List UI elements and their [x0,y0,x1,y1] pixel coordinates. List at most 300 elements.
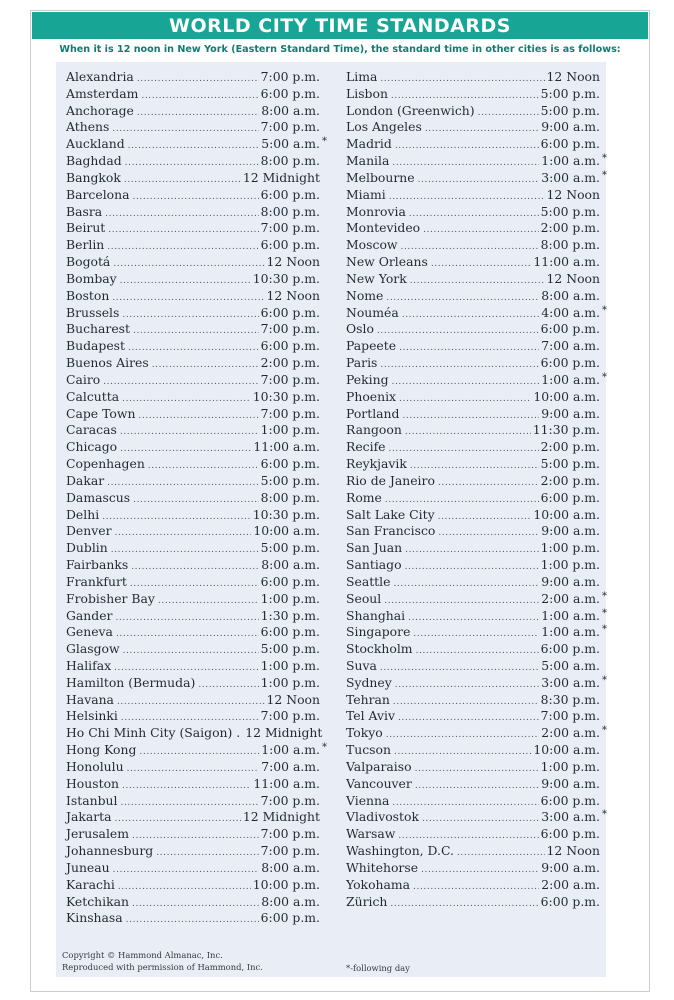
city-time: 1:00 p.m. [260,590,320,606]
city-row [66,675,320,692]
city-time: 6:00 p.m. [540,489,600,505]
city-time: 7:00 p.m. [260,708,320,724]
city-time: 9:00 a.m. [541,119,600,135]
city-row [66,220,320,237]
city-row [346,119,600,136]
city-time: 1:30 p.m. [260,607,320,623]
city-time: 6:00 p.m. [540,826,600,842]
city-row [66,456,320,473]
city-time: 2:00 p.m. [540,472,600,488]
city-name: Johannesburg [66,843,154,859]
following-day-marker: * [602,153,607,165]
city-row [66,557,320,574]
city-time: 5:00 p.m. [260,641,320,657]
city-row [346,321,600,338]
city-row [66,540,320,557]
city-name: Cairo [66,371,101,387]
city-time: 1:00 a.m. [541,153,600,169]
city-row [346,153,607,170]
city-name: Bogotá [66,254,111,270]
city-name: Athens [66,119,110,135]
city-row [346,338,600,355]
city-name: Cape Town [66,405,136,421]
city-name: Reykjavik [346,456,407,472]
city-time: 8:00 a.m. [261,102,320,118]
city-name: Peking [346,371,389,387]
city-time: 6:00 p.m. [540,321,600,337]
city-name: Delhi [66,506,100,522]
city-name: Lima [346,69,378,84]
city-time: 7:00 a.m. [261,758,320,774]
city-row [346,641,600,658]
city-row [346,406,600,423]
city-name: Papeete [346,338,397,354]
city-row [66,826,320,843]
following-day-marker: * [602,809,607,821]
page-subtitle: When it is 12 noon in New York (Eastern Standard Time), the standard time in other cities is as follows: [59,44,621,55]
city-row [66,170,320,187]
city-name: Anchorage [66,102,134,118]
city-row [346,658,600,675]
city-row [66,119,320,136]
city-row [66,69,320,86]
city-time: 3:00 a.m. [541,674,600,690]
city-time: 6:00 p.m. [260,338,320,354]
city-time: 7:00 p.m. [260,371,320,387]
city-row [346,692,600,709]
city-time: 8:00 p.m. [260,489,320,505]
city-row [346,826,600,843]
city-time: 1:00 p.m. [540,540,600,556]
city-name: Kinshasa [66,910,123,926]
city-time: 12 Noon [546,69,600,84]
city-time: 4:00 a.m. [541,304,600,320]
city-name: Brussels [66,304,120,320]
city-time: 9:00 a.m. [541,405,600,421]
right-column [346,69,607,910]
city-name: Los Angeles [346,119,422,135]
city-row [346,237,600,254]
city-row [66,271,320,288]
city-name: London (Greenwich) [346,102,475,118]
city-name: Singapore [346,624,411,640]
city-time: 1:00 a.m. [261,742,320,758]
city-name: Seoul [346,590,382,606]
city-time: 6:00 p.m. [260,910,320,926]
city-name: Halifax [66,657,112,673]
following-day-marker: * [602,169,607,181]
city-time: 6:00 p.m. [260,573,320,589]
city-name: Yokohama [346,876,411,892]
city-name: Tucson [346,742,391,758]
city-time: 2:00 p.m. [540,439,600,455]
city-time: 1:00 p.m. [540,557,600,573]
city-time: 6:00 p.m. [260,304,320,320]
city-row [66,658,320,675]
city-time: 7:00 p.m. [260,321,320,337]
leader-dots [126,912,259,929]
city-name: Vancouver [346,775,412,791]
city-row [66,591,320,608]
city-time: 8:00 p.m. [260,203,320,219]
city-name: Manila [346,153,390,169]
city-row [66,759,320,776]
city-time: 8:00 a.m. [261,859,320,875]
city-row [66,776,320,793]
city-name: Fairbanks [66,557,129,573]
city-row [346,439,600,456]
city-time: 1:00 p.m. [260,422,320,438]
city-time: 8:00 p.m. [260,153,320,169]
city-time: 5:00 p.m. [260,540,320,556]
following-day-marker: * [602,624,607,636]
city-row [66,237,320,254]
city-name: Ho Chi Minh City (Saigon) . [66,725,241,741]
city-name: Rangoon [346,422,402,438]
city-time: 1:00 p.m. [260,674,320,690]
city-row [66,641,320,658]
city-name: Frankfurt [66,573,127,589]
city-time: 12 Midnight [245,725,323,741]
city-row [346,725,607,742]
city-row [346,271,600,288]
city-name: Sydney [346,674,392,690]
city-time: 1:00 a.m. [541,607,600,623]
city-name: Honolulu [66,758,124,774]
city-name: Copenhagen [66,456,145,472]
city-time: 9:00 a.m. [541,859,600,875]
city-row [66,153,320,170]
city-row [66,321,320,338]
city-row [346,894,600,911]
city-time: 7:00 p.m. [540,708,600,724]
city-name: Tel Aviv [346,708,395,724]
city-name: Lisbon [346,85,388,101]
city-time: 2:00 p.m. [540,220,600,236]
city-time: 6:00 p.m. [540,355,600,371]
city-time: 12 Noon [266,691,320,707]
city-row [66,473,320,490]
city-time: 12 Noon [546,186,600,202]
city-name: Nome [346,287,384,303]
city-name: Oslo [346,321,374,337]
following-day-marker: * [602,371,607,383]
city-time: 6:00 p.m. [260,85,320,101]
city-time: 2:00 p.m. [260,355,320,371]
city-time: 12 Noon [546,270,600,286]
city-name: Dublin [66,540,108,556]
city-name: Beirut [66,220,106,236]
city-name: Nouméa [346,304,399,320]
city-row [66,708,320,725]
city-name: Suva [346,657,377,673]
city-time: 7:00 p.m. [260,69,320,84]
city-name: Bangkok [66,169,121,185]
city-row [66,894,320,911]
city-name: Denver [66,523,112,539]
city-name: Auckland [66,136,125,152]
city-time: 9:00 a.m. [541,523,600,539]
city-row [346,809,607,826]
city-row [66,355,320,372]
city-row [346,422,600,439]
city-name: Chicago [66,439,118,455]
city-time: 8:00 a.m. [261,893,320,909]
city-name: Paris [346,355,378,371]
city-name: Juneau [66,859,110,875]
city-time: 6:00 p.m. [260,624,320,640]
city-row [66,523,320,540]
city-time: 11:00 a.m. [253,439,320,455]
city-time: 1:00 p.m. [260,657,320,673]
city-row [346,860,600,877]
city-row [66,338,320,355]
city-time: 5:00 p.m. [540,203,600,219]
city-name: Rio de Janeiro [346,472,435,488]
city-row [66,406,320,423]
footnote: *-following day [346,963,410,973]
city-name: Monrovia [346,203,406,219]
city-time: 6:00 p.m. [540,792,600,808]
city-name: Bucharest [66,321,130,337]
city-row [346,776,600,793]
city-name: Tehran [346,691,390,707]
city-name: Damascus [66,489,131,505]
city-name: Moscow [346,237,398,253]
city-row [346,574,600,591]
city-row [346,759,600,776]
city-row [66,86,320,103]
city-name: Jerusalem [66,826,129,842]
city-name: Caracas [66,422,117,438]
city-row [66,507,320,524]
city-row [346,371,607,389]
city-name: Santiago [346,557,402,573]
city-time: 12 Noon [266,287,320,303]
city-row [346,204,600,221]
city-name: Washington, D.C. [346,843,454,859]
city-name: Salt Lake City [346,506,435,522]
city-row [346,708,600,725]
leader-dots [390,896,538,913]
city-row [66,372,320,389]
city-time: 12 Noon [546,843,600,859]
city-time: 1:00 p.m. [540,758,600,774]
city-time: 7:00 p.m. [260,792,320,808]
city-time: 6:00 p.m. [540,136,600,152]
following-day-marker: * [602,725,607,737]
city-name: Stockholm [346,641,413,657]
city-time: 3:00 a.m. [541,169,600,185]
city-name: Geneva [66,624,113,640]
city-time: 9:00 a.m. [541,573,600,589]
city-time: 10:00 a.m. [533,388,600,404]
city-row [66,608,320,625]
city-row [346,136,600,153]
city-time: 12 Noon [266,254,320,270]
city-name: Valparaiso [346,758,412,774]
city-time: 5:00 p.m. [540,102,600,118]
city-time: 6:00 p.m. [260,237,320,253]
city-time: 5:00 p.m. [540,85,600,101]
city-row [66,254,320,271]
city-row [66,204,320,221]
city-time: 12 Midnight [242,809,320,825]
copyright-line-2: Reproduced with permission of Hammond, Inc. [62,961,263,972]
following-day-marker: * [602,674,607,686]
city-row [66,742,327,759]
city-row [66,187,320,204]
city-row [66,692,320,709]
city-time: 2:00 a.m. [541,876,600,892]
city-row [66,843,320,860]
city-row [66,490,320,507]
city-row [346,304,607,322]
city-row [66,910,320,927]
city-row [346,877,600,894]
city-name: Warsaw [346,826,396,842]
city-name: Madrid [346,136,392,152]
city-time: 2:00 a.m. [541,725,600,741]
city-name: Berlin [66,237,105,253]
city-row [346,590,607,608]
city-row [66,389,320,406]
city-name: Seattle [346,573,391,589]
city-name: New York [346,270,407,286]
city-row [66,624,320,641]
city-row [346,69,600,86]
city-row [346,86,600,103]
city-time: 6:00 p.m. [260,456,320,472]
city-name: Buenos Aires [66,355,149,371]
city-name: Jakarta [66,809,112,825]
city-time: 9:00 a.m. [541,775,600,791]
city-row [346,674,607,692]
city-row [346,557,600,574]
city-name: Melbourne [346,169,415,185]
city-row [346,220,600,237]
following-day-marker: * [322,136,327,148]
city-row [346,843,600,860]
city-name: Portland [346,405,400,421]
city-row [346,456,600,473]
city-row [66,860,320,877]
city-name: Rome [346,489,382,505]
city-name: Whitehorse [346,859,419,875]
city-row [66,725,323,742]
city-time: 7:00 p.m. [260,826,320,842]
city-time: 12 Midnight [242,169,320,185]
city-row [346,473,600,490]
city-time: 11:00 a.m. [533,254,600,270]
city-row [66,305,320,322]
city-row [346,607,607,625]
city-name: Montevideo [346,220,421,236]
city-name: Ketchikan [66,893,129,909]
city-time: 10:30 p.m. [252,506,320,522]
title-bar [32,12,648,39]
city-time: 11:30 p.m. [532,422,600,438]
city-row [346,523,600,540]
city-name: Basra [66,203,103,219]
city-time: 5:00 p.m. [260,472,320,488]
city-row [346,389,600,406]
city-row [346,540,600,557]
city-name: Amsterdam [66,85,139,101]
city-name: Calcutta [66,388,120,404]
city-name: Houston [66,775,120,791]
following-day-marker: * [602,607,607,619]
city-time: 7:00 p.m. [260,220,320,236]
city-name: San Juan [346,540,403,556]
city-name: Dakar [66,472,105,488]
city-time: 10:30 p.m. [252,388,320,404]
city-time: 7:00 p.m. [260,843,320,859]
city-name: Miami [346,186,386,202]
city-row [66,288,320,305]
city-row [346,490,600,507]
city-time: 10:00 a.m. [533,742,600,758]
city-row [346,103,600,120]
city-time: 5:00 p.m. [540,456,600,472]
city-row [66,136,327,153]
city-name: Alexandria [66,69,134,84]
city-name: Glasgow [66,641,120,657]
city-name: Istanbul [66,792,118,808]
city-row [66,439,320,456]
city-name: Phoenix [346,388,397,404]
city-name: Helsinki [66,708,118,724]
city-time: 11:00 a.m. [253,775,320,791]
copyright-notice [62,950,263,973]
city-time: 10:00 a.m. [533,506,600,522]
city-row [346,507,600,524]
city-time: 6:00 p.m. [540,641,600,657]
city-row [346,742,600,759]
city-time: 7:00 a.m. [541,338,600,354]
city-time: 8:30 p.m. [540,691,600,707]
city-row [66,103,320,120]
city-time: 6:00 p.m. [540,893,600,909]
city-time: 2:00 a.m. [541,590,600,606]
city-time: 8:00 a.m. [541,287,600,303]
city-row [346,288,600,305]
city-time: 10:00 p.m. [252,876,320,892]
city-name: Recife [346,439,386,455]
city-time: 10:30 p.m. [252,270,320,286]
city-name: Vienna [346,792,390,808]
city-row [66,877,320,894]
city-name: New Orleans [346,254,428,270]
city-row [346,355,600,372]
city-name: Barcelona [66,186,130,202]
city-time: 1:00 a.m. [541,624,600,640]
left-column [66,69,327,927]
city-name: Budapest [66,338,126,354]
page-title: WORLD CITY TIME STANDARDS [169,14,511,37]
city-time: 8:00 p.m. [540,237,600,253]
city-row [346,254,600,271]
city-name: Hamilton (Bermuda) [66,674,196,690]
city-name: Shanghai [346,607,406,623]
city-row [346,624,607,641]
following-day-marker: * [602,304,607,316]
city-time: 7:00 p.m. [260,119,320,135]
city-name: Boston [66,287,110,303]
city-time: 6:00 p.m. [260,186,320,202]
city-name: Bombay [66,270,117,286]
city-time: 1:00 a.m. [541,371,600,387]
